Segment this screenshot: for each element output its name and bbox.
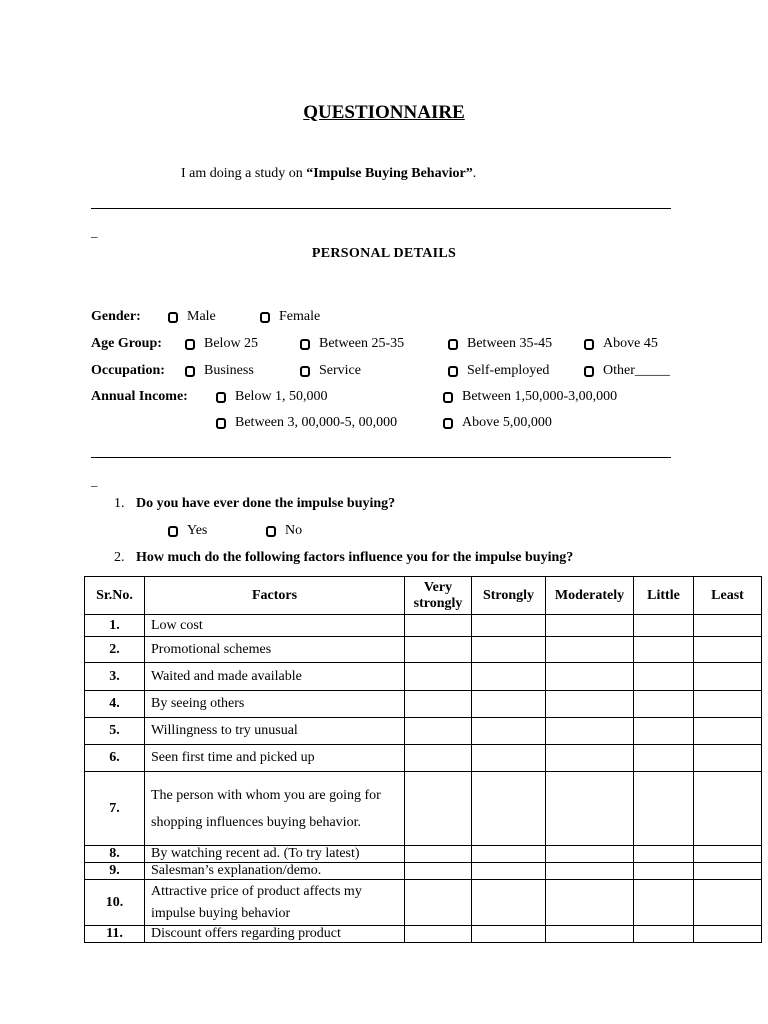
checkbox-icon[interactable] bbox=[448, 366, 458, 377]
rating-cell[interactable] bbox=[472, 846, 546, 863]
rating-cell[interactable] bbox=[405, 663, 472, 691]
occupation-option-service[interactable] bbox=[300, 363, 361, 379]
age-option-above-45[interactable] bbox=[584, 336, 658, 352]
income-option-150000-300000[interactable] bbox=[443, 389, 617, 405]
row-number: 3. bbox=[85, 663, 145, 691]
row-number: 9. bbox=[85, 863, 145, 880]
rating-cell[interactable] bbox=[405, 637, 472, 663]
checkbox-icon[interactable] bbox=[443, 392, 453, 403]
row-factor: Attractive price of product affects my impulse buying behavior bbox=[145, 880, 405, 926]
table-row bbox=[85, 772, 762, 846]
row-number: 1. bbox=[85, 615, 145, 637]
option-label: Between 25-35 bbox=[319, 336, 405, 351]
header-least: Least bbox=[694, 577, 762, 615]
rating-cell[interactable] bbox=[472, 691, 546, 718]
rating-cell[interactable] bbox=[546, 863, 634, 880]
checkbox-icon[interactable] bbox=[300, 366, 310, 377]
question-1-text: Do you have ever done the impulse buying? bbox=[136, 496, 396, 511]
divider-line bbox=[91, 457, 671, 458]
rating-cell[interactable] bbox=[472, 926, 546, 943]
option-label: Yes bbox=[187, 523, 208, 538]
checkbox-icon[interactable] bbox=[584, 366, 594, 377]
page-title: QUESTIONNAIRE bbox=[303, 102, 465, 123]
header-strongly: Strongly bbox=[472, 577, 546, 615]
row-factor: By watching recent ad. (To try latest) bbox=[145, 846, 405, 863]
checkbox-icon[interactable] bbox=[168, 312, 178, 323]
rating-cell[interactable] bbox=[405, 718, 472, 745]
rating-cell[interactable] bbox=[546, 691, 634, 718]
checkbox-icon[interactable] bbox=[584, 339, 594, 350]
gender-option-male[interactable] bbox=[168, 309, 216, 325]
table-row bbox=[85, 691, 762, 718]
rating-cell[interactable] bbox=[405, 846, 472, 863]
income-option-above-500000[interactable] bbox=[443, 415, 552, 431]
rating-cell[interactable] bbox=[634, 926, 694, 943]
rating-cell[interactable] bbox=[634, 691, 694, 718]
q1-option-yes[interactable] bbox=[168, 523, 207, 539]
age-group-label: Age Group: bbox=[91, 336, 162, 351]
rating-cell[interactable] bbox=[694, 880, 762, 926]
rating-cell[interactable] bbox=[634, 718, 694, 745]
rating-cell[interactable] bbox=[472, 637, 546, 663]
header-factors: Factors bbox=[145, 577, 405, 615]
rating-cell[interactable] bbox=[694, 615, 762, 637]
checkbox-icon[interactable] bbox=[448, 339, 458, 350]
checkbox-icon[interactable] bbox=[185, 339, 195, 350]
rating-cell[interactable] bbox=[472, 718, 546, 745]
divider-line bbox=[91, 208, 671, 209]
rating-cell[interactable] bbox=[405, 772, 472, 846]
income-option-300000-500000[interactable] bbox=[216, 415, 397, 431]
table-row bbox=[85, 926, 762, 943]
income-option-below-150000[interactable] bbox=[216, 389, 328, 405]
occupation-label: Occupation: bbox=[91, 363, 165, 378]
occupation-option-business[interactable] bbox=[185, 363, 254, 379]
divider-dash: _ bbox=[91, 473, 98, 488]
rating-cell[interactable] bbox=[634, 772, 694, 846]
checkbox-icon[interactable] bbox=[168, 526, 178, 537]
intro-prefix: I am doing a study on bbox=[181, 166, 307, 181]
intro-topic: “Impulse Buying Behavior” bbox=[306, 166, 473, 181]
age-option-35-45[interactable] bbox=[448, 336, 552, 352]
row-number: 6. bbox=[85, 745, 145, 772]
rating-cell[interactable] bbox=[694, 637, 762, 663]
section-title: PERSONAL DETAILS bbox=[311, 246, 457, 261]
row-number: 2. bbox=[85, 637, 145, 663]
checkbox-icon[interactable] bbox=[185, 366, 195, 377]
age-option-below-25[interactable] bbox=[185, 336, 258, 352]
checkbox-icon[interactable] bbox=[443, 418, 453, 429]
rating-cell[interactable] bbox=[546, 615, 634, 637]
table-header-row bbox=[85, 577, 762, 615]
option-label: Service bbox=[319, 363, 361, 378]
rating-cell[interactable] bbox=[546, 772, 634, 846]
table-row bbox=[85, 745, 762, 772]
rating-cell[interactable] bbox=[472, 615, 546, 637]
gender-option-female[interactable] bbox=[260, 309, 320, 325]
rating-cell[interactable] bbox=[634, 615, 694, 637]
rating-cell[interactable] bbox=[634, 846, 694, 863]
rating-cell[interactable] bbox=[405, 926, 472, 943]
gender-label: Gender: bbox=[91, 309, 141, 324]
table-row bbox=[85, 718, 762, 745]
rating-cell[interactable] bbox=[546, 745, 634, 772]
rating-cell[interactable] bbox=[634, 663, 694, 691]
row-number: 8. bbox=[85, 846, 145, 863]
table-row bbox=[85, 615, 762, 637]
option-label: Below 25 bbox=[204, 336, 259, 351]
option-label: Male bbox=[187, 309, 216, 324]
rating-cell[interactable] bbox=[405, 863, 472, 880]
row-factor: The person with whom you are going for shopping influences buying behavior. bbox=[145, 772, 405, 846]
occupation-option-self-employed[interactable] bbox=[448, 363, 549, 379]
rating-cell[interactable] bbox=[634, 880, 694, 926]
option-label: No bbox=[285, 523, 303, 538]
option-label: Business bbox=[204, 363, 254, 378]
row-number: 7. bbox=[85, 772, 145, 846]
rating-cell[interactable] bbox=[472, 663, 546, 691]
question-2-number: 2. bbox=[114, 550, 125, 565]
age-option-25-35[interactable] bbox=[300, 336, 404, 352]
checkbox-icon[interactable] bbox=[266, 526, 276, 537]
option-label: Self-employed bbox=[467, 363, 550, 378]
option-label: Between 1,50,000-3,00,000 bbox=[462, 389, 618, 404]
table-row bbox=[85, 863, 762, 880]
row-number: 11. bbox=[85, 926, 145, 943]
table-row bbox=[85, 663, 762, 691]
header-very-strongly: Very strongly bbox=[405, 577, 472, 615]
option-label: Other_____ bbox=[603, 363, 670, 378]
rating-cell[interactable] bbox=[405, 615, 472, 637]
option-label: Below 1, 50,000 bbox=[235, 389, 328, 404]
q1-option-no[interactable] bbox=[266, 523, 302, 539]
rating-cell[interactable] bbox=[694, 691, 762, 718]
rating-cell[interactable] bbox=[634, 637, 694, 663]
rating-cell[interactable] bbox=[472, 745, 546, 772]
rating-cell[interactable] bbox=[694, 926, 762, 943]
rating-cell[interactable] bbox=[472, 880, 546, 926]
table-row bbox=[85, 880, 762, 926]
row-factor: Discount offers regarding product bbox=[145, 926, 405, 943]
row-number: 4. bbox=[85, 691, 145, 718]
annual-income-label: Annual Income: bbox=[91, 389, 188, 404]
question-2-text: How much do the following factors influence you for the impulse buying? bbox=[136, 550, 574, 565]
rating-cell[interactable] bbox=[546, 663, 634, 691]
rating-cell[interactable] bbox=[634, 863, 694, 880]
rating-cell[interactable] bbox=[694, 846, 762, 863]
rating-cell[interactable] bbox=[694, 772, 762, 846]
header-little: Little bbox=[634, 577, 694, 615]
table-row bbox=[85, 637, 762, 663]
checkbox-icon[interactable] bbox=[216, 392, 226, 403]
rating-cell[interactable] bbox=[472, 863, 546, 880]
rating-cell[interactable] bbox=[694, 863, 762, 880]
option-label: Above 45 bbox=[603, 336, 658, 351]
row-factor: Salesman’s explanation/demo. bbox=[145, 863, 405, 880]
header-sr-no: Sr.No. bbox=[85, 577, 145, 615]
table-row bbox=[85, 846, 762, 863]
checkbox-icon[interactable] bbox=[260, 312, 270, 323]
rating-cell[interactable] bbox=[405, 880, 472, 926]
header-moderately: Moderately bbox=[546, 577, 634, 615]
rating-cell[interactable] bbox=[546, 718, 634, 745]
row-number: 5. bbox=[85, 718, 145, 745]
rating-cell[interactable] bbox=[546, 637, 634, 663]
intro-text bbox=[181, 166, 476, 182]
rating-cell[interactable] bbox=[634, 745, 694, 772]
option-label: Above 5,00,000 bbox=[462, 415, 552, 430]
rating-cell[interactable] bbox=[546, 926, 634, 943]
row-factor: Low cost bbox=[145, 615, 405, 637]
option-label: Female bbox=[279, 309, 321, 324]
rating-cell[interactable] bbox=[405, 745, 472, 772]
intro-suffix: . bbox=[472, 166, 477, 181]
divider-dash: _ bbox=[91, 224, 98, 239]
question-1-number: 1. bbox=[114, 496, 125, 511]
row-factor: Seen first time and picked up bbox=[145, 745, 405, 772]
checkbox-icon[interactable] bbox=[216, 418, 226, 429]
row-number: 10. bbox=[85, 880, 145, 926]
checkbox-icon[interactable] bbox=[300, 339, 310, 350]
row-factor: Waited and made available bbox=[145, 663, 405, 691]
rating-cell[interactable] bbox=[694, 718, 762, 745]
factors-table bbox=[84, 576, 762, 943]
rating-cell[interactable] bbox=[546, 846, 634, 863]
rating-cell[interactable] bbox=[694, 745, 762, 772]
rating-cell[interactable] bbox=[472, 772, 546, 846]
option-label: Between 3, 00,000-5, 00,000 bbox=[235, 415, 398, 430]
rating-cell[interactable] bbox=[405, 691, 472, 718]
row-factor: Promotional schemes bbox=[145, 637, 405, 663]
row-factor: By seeing others bbox=[145, 691, 405, 718]
occupation-option-other[interactable] bbox=[584, 363, 670, 379]
rating-cell[interactable] bbox=[694, 663, 762, 691]
rating-cell[interactable] bbox=[546, 880, 634, 926]
option-label: Between 35-45 bbox=[467, 336, 553, 351]
row-factor: Willingness to try unusual bbox=[145, 718, 405, 745]
